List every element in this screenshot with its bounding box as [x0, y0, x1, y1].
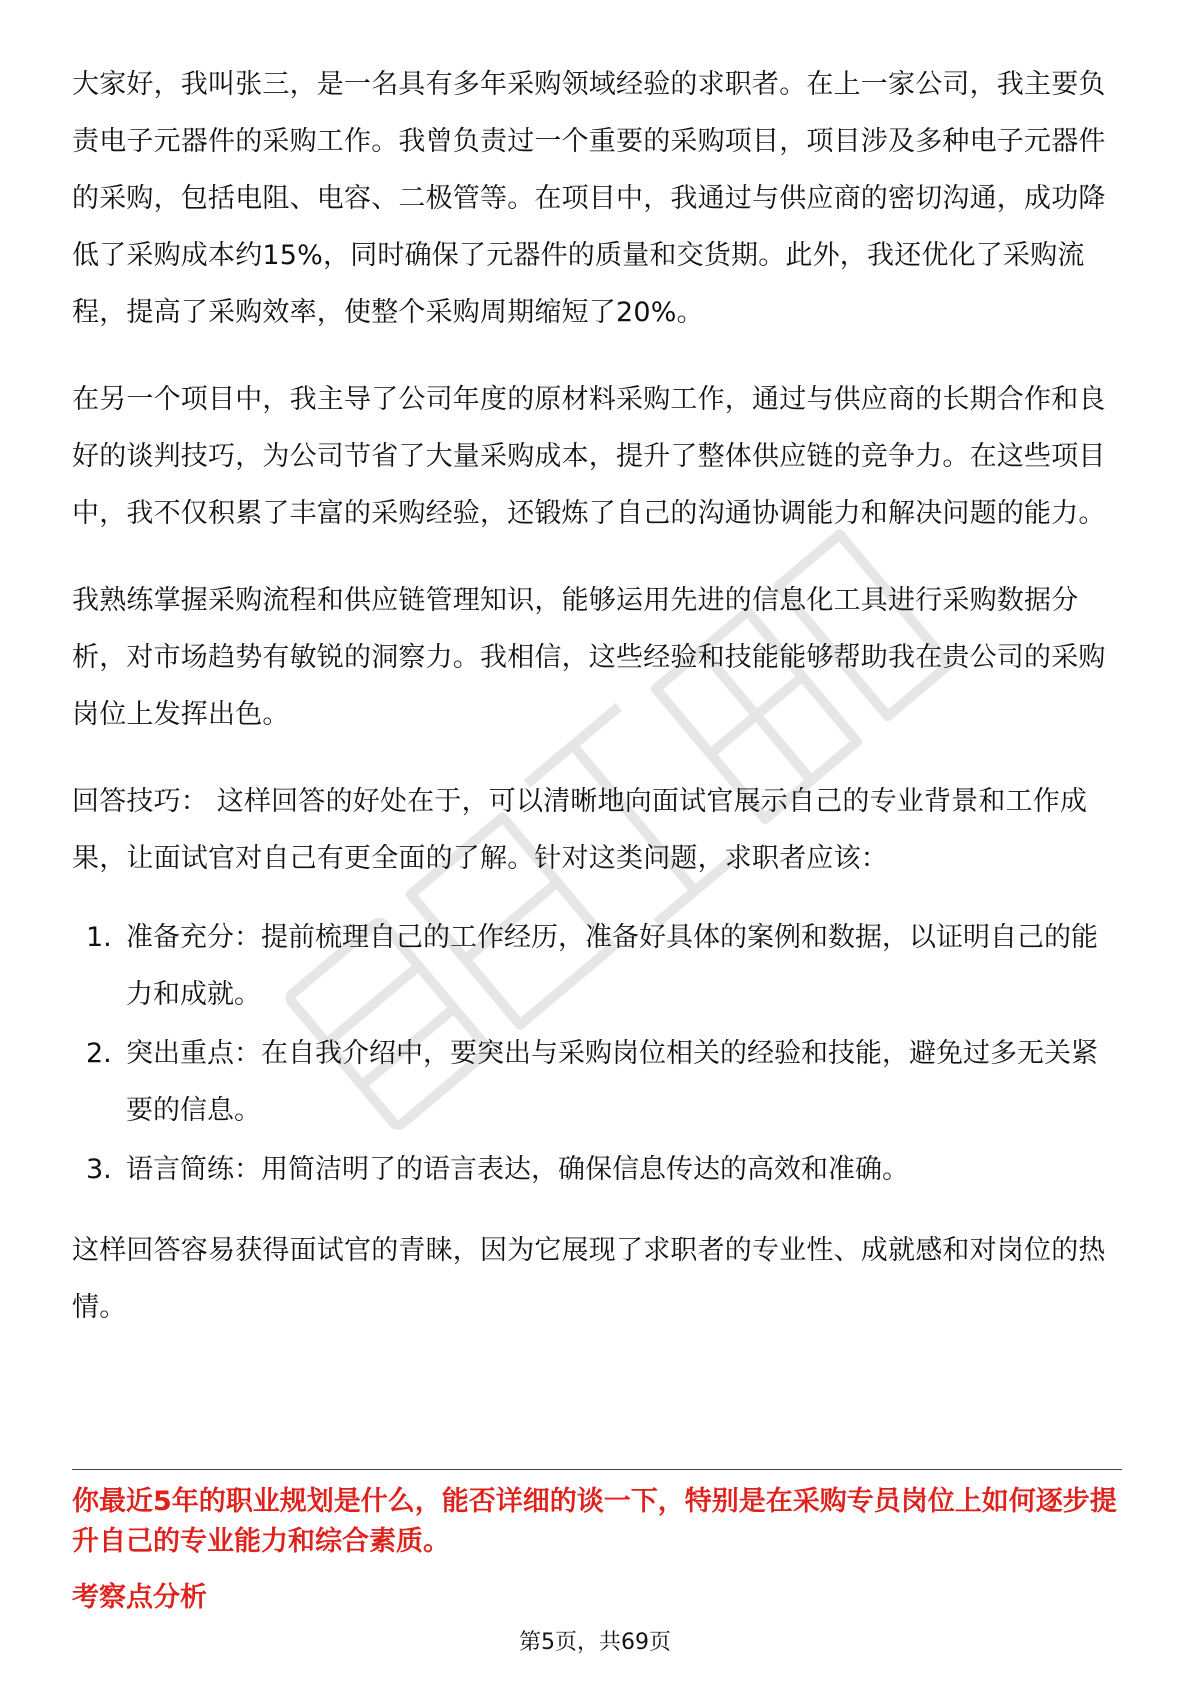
paragraph-intro: 大家好，我叫张三，是一名具有多年采购领域经验的求职者。在上一家公司，我主要负责电子元器件的采购工作。我曾负责过一个重要的采购项目，项目涉及多种电子元器件的采购，包括电阻、电容、二极管等。在项目中，我通过与供应商的密切沟通，成功降低了采购成本约15%，同时确保了元器件的质量和交货期。此外，我还优化了采购流程，提高了采购效率，使整个采购周期缩短了20%。	[72, 69, 1106, 328]
list-item	[72, 1025, 1122, 1139]
interview-question: 你最近5年的职业规划是什么，能否详细的谈一下，特别是在采购专员岗位上如何逐步提升自己的专业能力和综合素质。	[72, 1486, 1117, 1557]
paragraph-second-project: 在另一个项目中，我主导了公司年度的原材料采购工作，通过与供应商的长期合作和良好的谈判技巧，为公司节省了大量采购成本，提升了整体供应链的竞争力。在这些项目中，我不仅积累了丰富的采购经验，还锻炼了自己的沟通协调能力和解决问题的能力。	[72, 384, 1106, 529]
list-item	[72, 909, 1122, 1023]
paragraph-skills: 我熟练掌握采购流程和供应链管理知识，能够运用先进的信息化工具进行采购数据分析，对市场趋势有敏锐的洞察力。我相信，这些经验和技能能够帮助我在贵公司的采购岗位上发挥出色。	[72, 585, 1106, 730]
list-item-text: 语言简练：用简洁明了的语言表达，确保信息传达的高效和准确。	[126, 1154, 909, 1185]
section-heading: 考察点分析	[72, 1582, 207, 1613]
paragraph-answer-tips: 回答技巧： 这样回答的好处在于，可以清晰地向面试官展示自己的专业背景和工作成果，让面试官对自己有更全面的了解。针对这类问题，求职者应该：	[72, 786, 1088, 874]
paragraph-conclusion: 这样回答容易获得面试官的青睐，因为它展现了求职者的专业性、成就感和对岗位的热情。	[72, 1235, 1106, 1323]
list-item-text: 突出重点：在自我介绍中，要突出与采购岗位相关的经验和技能，避免过多无关紧要的信息。	[126, 1038, 1098, 1126]
page-footer: 第5页，共69页	[519, 1630, 671, 1655]
list-item-number: 1.	[86, 922, 112, 953]
list-item	[72, 1141, 1122, 1198]
list-item-text: 准备充分：提前梳理自己的工作经历，准备好具体的案例和数据，以证明自己的能力和成就。	[126, 922, 1098, 1010]
list-item-number: 2.	[86, 1038, 112, 1069]
section-divider	[72, 1469, 1122, 1470]
document-body	[72, 56, 1122, 1336]
tips-list	[72, 909, 1122, 1198]
list-item-number: 3.	[86, 1154, 112, 1185]
